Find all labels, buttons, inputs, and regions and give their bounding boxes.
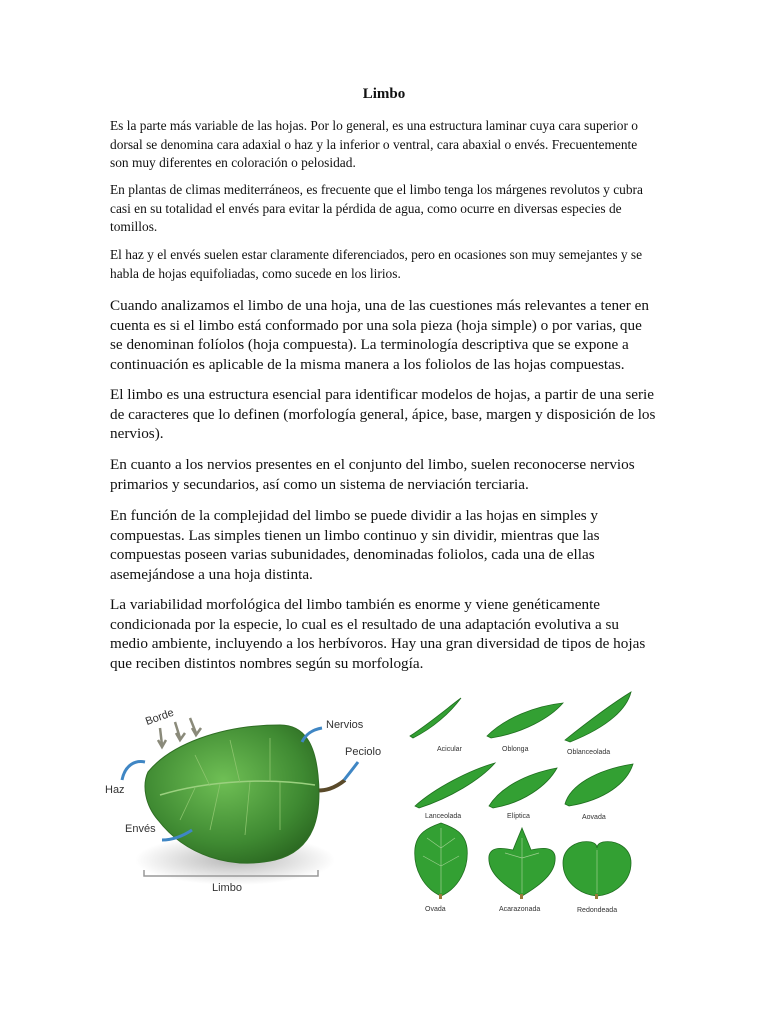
label-oblonga: Oblonga [502,746,529,753]
haz-arrow [122,762,145,780]
label-nervios: Nervios [326,719,364,731]
paragraph-7: En función de la complejidad del limbo se puede dividir a las hojas en simples y compuestas. Las simples tienen un limbo continuo y sin dividir, mientras que las compuestas poseen varias subunidades, denominadas foliolos, cada una de ellas asemejándose a una hoja distinta. [110,507,600,583]
label-oblanceolada: Oblanceolada [567,749,611,756]
label-ovada: Ovada [425,906,446,913]
label-eliptica: Elíptica [507,813,530,820]
page-title: Limbo [362,86,406,102]
label-acarazonada: Acarazonada [499,906,541,913]
label-peciolo: Peciolo [345,746,382,758]
paragraph-1: Es la parte más variable de las hojas. Por lo general, es una estructura laminar cuya cara superior o dorsal se denomina cara adaxial o haz y la inferior o ventral, cara abaxial o envés. Frecuentemente son muy diferentes en coloración o pelosidad. [110,118,638,170]
label-redondeada: Redondeada [577,907,618,914]
label-acicular: Acicular [437,746,462,753]
label-limbo: Limbo [212,882,242,894]
peciolo-arrow [344,762,358,780]
paragraph-6: En cuanto a los nervios presentes en el conjunto del limbo, suelen reconocerse nervios primarios y secundarios, así como un sistema de nerviación terciaria. [110,456,635,493]
ovada-petiole [439,894,442,899]
label-lanceolada: Lanceolada [425,813,462,820]
borde-arrow-1 [158,728,166,747]
shape-aovada [565,764,633,806]
leaf-shapes-diagram [405,688,655,918]
borde-arrow-3 [190,718,201,735]
acarazonada-petiole [520,894,523,899]
redondeada-petiole [595,894,598,899]
paragraph-8: La variabilidad morfológica del limbo también es enorme y viene genéticamente condicionada por la especie, lo cual es el resultado de una adaptación evolutiva a su medio ambiente, incluyendo a los herbívoros. Hay una gran diversidad de tipos de hojas que reciben distintos nombres según su morfología. [110,596,646,672]
paragraph-3: El haz y el envés suelen estar claramente diferenciados, pero en ocasiones son muy semejantes y se habla de hojas equifoliadas, como sucede en los lirios. [110,247,643,281]
label-aovada: Aovada [582,814,606,821]
label-haz: Haz [105,784,125,796]
leaf-parts-diagram [100,700,400,900]
shape-lanceolada [415,763,495,808]
shape-oblonga [487,703,563,738]
label-enves: Envés [125,823,156,835]
borde-arrow-2 [175,722,185,740]
label-borde: Borde [143,706,176,728]
paragraph-4: Cuando analizamos el limbo de una hoja, una de las cuestiones más relevantes a tener en cuenta es si el limbo está conformado por una sola pieza (hoja simple) o por varias, que se denominan folíolos (hoja compuesta). La terminología descriptiva que se expone a continuación es aplicable de la misma manera a los foliolos de las hojas compuestas. [110,297,649,373]
paragraph-2: En plantas de climas mediterráneos, es frecuente que el limbo tenga los márgenes revolutos y cubra casi en su totalidad el envés para evitar la pérdida de agua, como ocurre en diversas especies de tomillos. [110,182,643,234]
paragraph-5: El limbo es una estructura esencial para identificar modelos de hojas, a partir de una serie de caracteres que lo definen (morfología general, ápice, base, margen y disposición de los nervios). [110,386,656,443]
shape-acicular [410,698,461,738]
shape-oblanceolada [565,692,631,742]
shape-eliptica [489,768,557,808]
